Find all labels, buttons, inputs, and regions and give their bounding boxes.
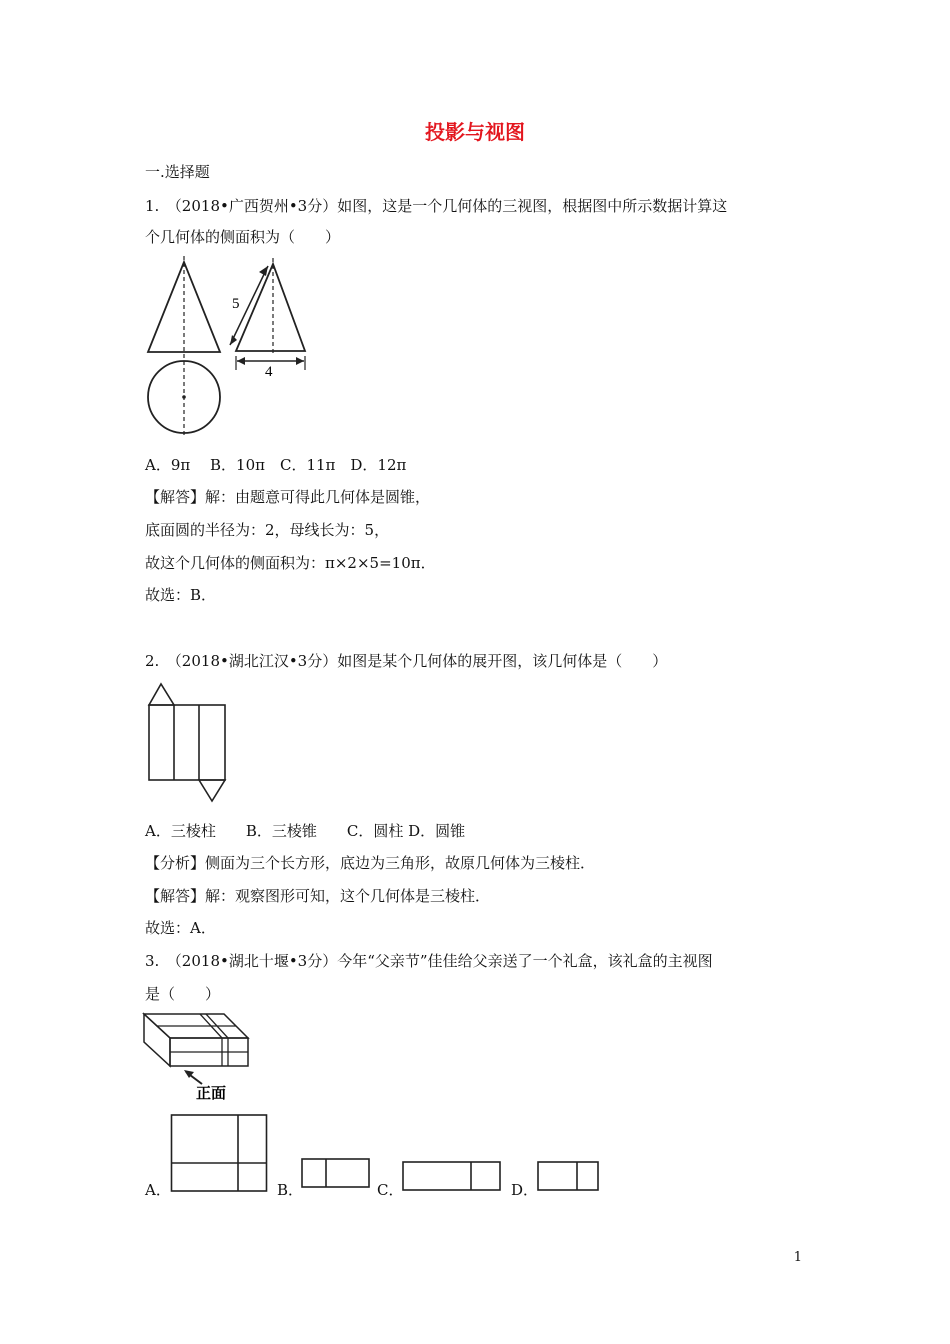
q3-front-label: 正面 <box>196 1084 227 1102</box>
q2-answer-choice: 故选：A． <box>145 919 216 937</box>
q2-net-figure <box>145 680 235 805</box>
q1-stem-line1: 1. （2018•广西贺州•3分）如图，这是一个几何体的三视图，根据图中所示数据计算这 <box>145 197 728 215</box>
q2-options: A．三棱柱 B．三棱锥 C．圆柱 D．圆锥 <box>145 822 466 840</box>
q3-option-d-label: D． <box>511 1181 539 1199</box>
q3-stem-line1: 3. （2018•湖北十堰•3分）今年“父亲节”佳佳给父亲送了一个礼盒，该礼盒的主视图 <box>145 952 713 970</box>
q3-option-c-figure <box>401 1160 503 1194</box>
q1-stem-line2: 个几何体的侧面积为（ ） <box>145 228 341 246</box>
q3-option-c-label: C． <box>377 1181 404 1199</box>
q2-stem: 2. （2018•湖北江汉•3分）如图是某个几何体的展开图，该几何体是（ ） <box>145 652 668 670</box>
q1-answer-line1: 【解答】解：由题意可得此几何体是圆锥， <box>145 488 431 506</box>
q1-answer-line2: 底面圆的半径为：2，母线长为：5， <box>145 521 390 539</box>
q2-analysis: 【分析】侧面为三个长方形，底边为三角形，故原几何体为三棱柱． <box>145 854 596 872</box>
q1-base-label: 4 <box>265 364 273 380</box>
q1-options: A．9π B．10π C．11π D．12π <box>145 456 407 474</box>
q3-box-left-face <box>144 1014 170 1066</box>
q3-option-d-figure <box>536 1160 602 1194</box>
q3-stem-line2: 是（ ） <box>145 985 221 1003</box>
q3-gift-box-figure <box>140 1010 260 1105</box>
page-number: 1 <box>793 1250 802 1265</box>
q1-slant-label: 5 <box>232 296 240 312</box>
q1-slant-arrowhead-bottom <box>230 335 237 345</box>
q2-net-top-triangle <box>149 684 174 705</box>
q2-answer: 【解答】解：观察图形可知，这个几何体是三棱柱． <box>145 887 491 905</box>
q1-top-view-center <box>182 395 186 399</box>
q3-option-b-figure <box>300 1157 372 1191</box>
q3-option-a-label: A． <box>145 1181 171 1199</box>
section-heading: 一.选择题 <box>145 163 210 181</box>
q1-slant-arrowhead-top <box>259 266 268 276</box>
q1-answer-line3: 故这个几何体的侧面积为：π×2×5=10π． <box>145 554 436 572</box>
q3-option-a-figure <box>170 1113 270 1195</box>
q3-option-b-label: B． <box>277 1181 304 1199</box>
q2-net-bottom-triangle <box>199 780 225 801</box>
q1-answer-choice: 故选：B． <box>145 586 217 604</box>
q2-net-rectangle <box>149 705 225 780</box>
q1-side-view-triangle <box>236 264 305 351</box>
q1-three-view-figure <box>140 252 320 442</box>
page-title: 投影与视图 <box>425 120 525 144</box>
